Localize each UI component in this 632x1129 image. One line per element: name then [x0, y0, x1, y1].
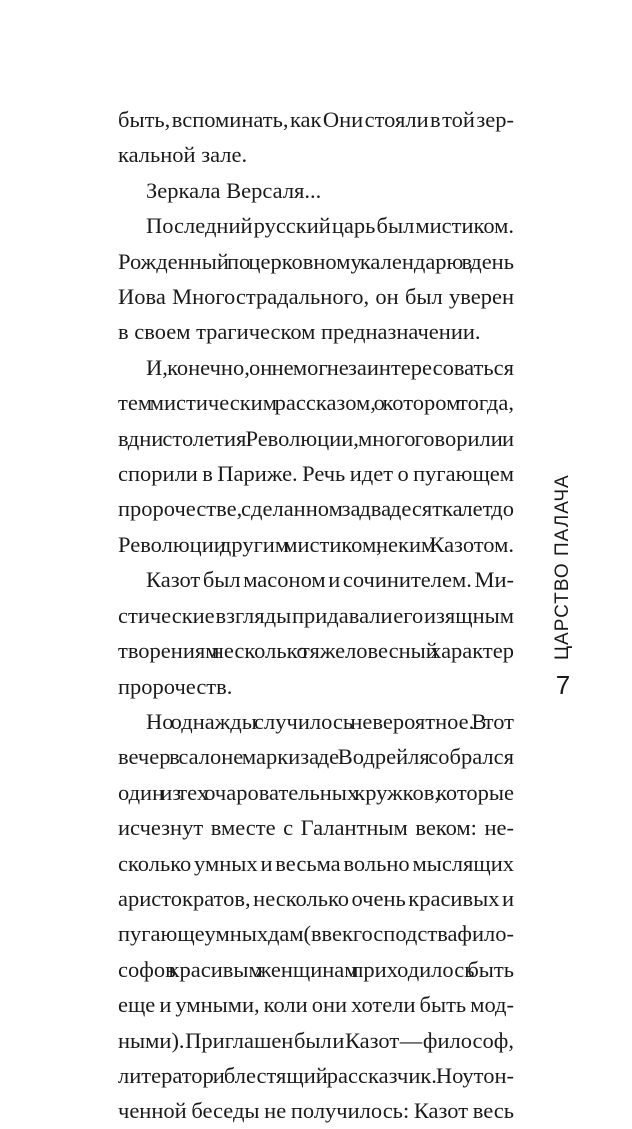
text-line: Революции другим мистиком, неким Казотом.: [118, 531, 514, 557]
page-number: 7: [555, 670, 571, 700]
body-text: [118, 102, 514, 1129]
running-head-title: ЦАРСТВО ПАЛАЧА: [552, 474, 573, 660]
text-line: ченной беседы не получилось: Казот весь: [118, 1098, 514, 1124]
text-line: еще и умными, коли они хотели быть мод-: [118, 992, 514, 1018]
text-line: вечер в салоне маркиза де Водрейля собрался: [118, 744, 514, 770]
text-line: Рожденный по церковному календарю в день: [118, 248, 514, 274]
text-line: в дни столетия Революции, много говорили и: [118, 425, 514, 451]
text-line: пророчестве, сделанном за два десятка лет до: [118, 496, 514, 522]
text-line: И, конечно, он не мог не заинтересоваться: [146, 354, 514, 380]
text-line: пророчеств.: [118, 673, 233, 699]
text-line: Но однажды случилось невероятное. В тот: [146, 708, 514, 734]
text-line: тем мистическим рассказом, о котором тогда,: [118, 390, 514, 416]
running-head: [552, 460, 582, 660]
text-line: в своем трагическом предназначении.: [118, 319, 481, 345]
text-line: литератор и блестящий рассказчик. Но утон-: [118, 1062, 514, 1088]
text-line: один из тех очаровательных кружков, которые: [118, 779, 514, 805]
text-line: исчезнут вместе с Галантным веком: не-: [118, 815, 514, 841]
text-line: стические взгляды придавали его изящным: [118, 602, 514, 628]
text-line: ными). Приглашен был и Казот — философ,: [118, 1027, 514, 1053]
text-line: быть, вспоминать, как Они стояли в той зер-: [118, 107, 514, 132]
text-line: кальной зале.: [118, 142, 248, 168]
text-line: Иова Многострадального, он был уверен: [118, 284, 514, 310]
text-line: спорили в Париже. Речь идет о пугающем: [118, 461, 514, 487]
text-line: пугающе умных дам (в век господства фило-: [118, 921, 514, 947]
text-line: аристократов, несколько очень красивых и: [118, 885, 514, 911]
text-line: творениям несколько тяжеловесный характер: [118, 638, 514, 664]
text-line: Последний русский царь был мистиком.: [146, 213, 514, 239]
text-line: Казот был масоном и сочинителем. Ми-: [146, 567, 514, 593]
text-line: софов красивым женщинам приходилось быть: [118, 956, 514, 982]
text-line: сколько умных и весьма вольно мыслящих: [118, 850, 514, 876]
text-line: Зеркала Версаля...: [146, 177, 322, 203]
